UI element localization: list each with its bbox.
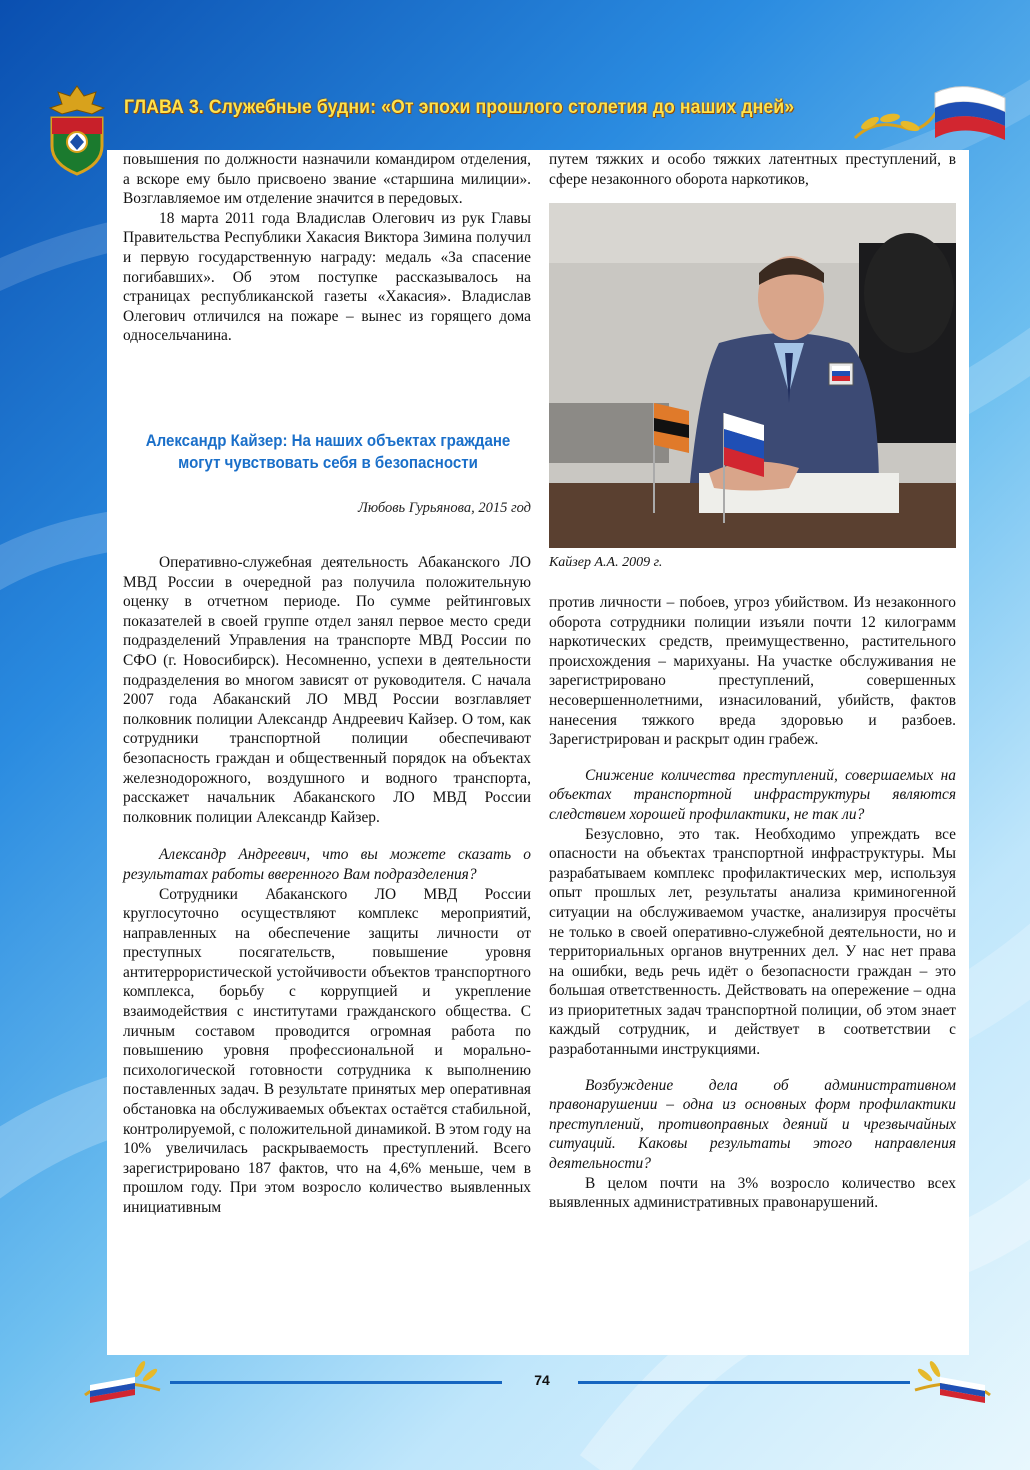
left-column-top-text xyxy=(123,150,531,346)
paragraph: В целом почти на 3% возросло количество всех выявленных административных правонарушений. xyxy=(549,1174,956,1212)
page-number: 74 xyxy=(534,1372,550,1388)
left-column-main-text xyxy=(123,553,531,1218)
right-column-main-text xyxy=(549,593,956,1213)
paragraph: против личности – побоев, угроз убийством. Из незаконного оборота сотрудники полиции изъяли почти 12 килограмм наркотических средств, преимущественно, растительного происхождения – марихуаны. На участке обслуживания не зарегистрировано преступлений, совершенных несовершеннолетними, изнасилований, убийств, фактов нанесения тяжкого вреда здоровью и разбоев. Зарегистрирован и раскрыт один грабеж. xyxy=(549,594,956,749)
right-column-top-text xyxy=(549,150,956,189)
chapter-title: ГЛАВА 3. Служебные будни: «От эпохи прошлого столетия до наших дней» xyxy=(124,97,795,118)
paragraph: Безусловно, это так. Необходимо упреждать все опасности на объектах транспортной инфраструктуры. Мы разрабатываем комплекс профилактических мер, используя опыт прошлых лет, результаты анализа криминогенной ситуации на обслуживаемом участке, анализируя просчёты не только в своей оперативно-служебной деятельности, но и территориальных органов внутренних дел. У нас нет права на ошибки, ведь речь идёт о безопасности граждан – это большая ответственность. Действовать на опережение – одна из приоритетных задач транспортной полиции, об этом знает каждый сотрудник, и действует в соответствии с разработанными инструкциями. xyxy=(549,825,956,1059)
russian-flag-ribbon-icon xyxy=(835,78,1010,153)
paragraph: повышения по должности назначили командиром отделения, а вскоре ему было присвоено звание «старшина милиции». Возглавляемое им отделение значится в передовых. xyxy=(123,151,531,208)
officer-portrait-photo xyxy=(549,203,956,548)
paragraph: Оперативно-служебная деятельность Абаканского ЛО МВД России в очередной раз получила положительную оценку в отчетном периоде. По сумме рейтинговых показателей в своей группе отдел занял первое место среди подразделений Управления на транспорте МВД России по СФО (г. Новосибирск). Несомненно, успехи в деятельности подразделения во многом зависят от руководителя. С начала 2007 года Абаканский ЛО МВД России возглавляет полковник полиции Александр Андреевич Кайзер. О том, как сотрудники транспортной полиции обеспечивают безопасность граждан и общественный порядок на объектах железнодорожного, воздушного и водного транспорта, расскажет начальник Абаканского ЛО МВД России полковник полиции Александр Кайзер. xyxy=(123,554,531,826)
paragraph: путем тяжких и особо тяжких латентных преступлений, в сфере незаконного оборота наркотиков, xyxy=(549,151,956,188)
footer-rule-left xyxy=(170,1381,502,1384)
paragraph: Сотрудники Абаканского ЛО МВД России круглосуточно осуществляют комплекс мероприятий, направленных на обеспечение защиты личности от преступных посягательств, повышение уровня антитеррористической устойчивости объектов транспортного комплекса, борьбу с коррупцией и укрепление взаимодействия с институтами гражданского общества. С личным составом проводится огромная работа по повышению уровня профессиональной и морально-психологической готовности сотрудника к выполнению поставленных задач. В результате принятых мер оперативная обстановка на обслуживаемых объектах остаётся стабильной, контролируемой, с положительной динамикой. В этом году на 10% увеличилась раскрываемость преступлений. Всего зарегистрировано 187 фактов, что на 4,6% меньше, чем в прошлом году. При этом возросло количество выявленных инициативным xyxy=(123,885,531,1216)
police-emblem-icon xyxy=(40,84,114,176)
interview-question: Александр Андреевич, что вы можете сказать о результатах работы вверенного Вам подразделения? xyxy=(123,846,531,883)
interview-question: Возбуждение дела об административном правонарушении – одна из основных форм профилактики преступлений, противоправных деяний и чрезвычайных ситуаций. Каковы результаты этого направления деятельности? xyxy=(549,1076,956,1173)
footer-laurel-left-icon xyxy=(80,1355,170,1405)
footer-laurel-right-icon xyxy=(905,1355,995,1405)
paragraph: 18 марта 2011 года Владислав Олегович из рук Главы Правительства Республики Хакасия Виктора Зимина получил и первую государственную награду: медаль «За спасение погибавших». Об этом поступке рассказывалось на страницах республиканской газеты «Хакасия». Владислав Олегович отличился на пожаре – вынес из горящего дома односельчанина. xyxy=(123,209,531,345)
article-byline: Любовь Гурьянова, 2015 год xyxy=(358,500,531,516)
footer-rule-right xyxy=(578,1381,910,1384)
photo-caption: Кайзер А.А. 2009 г. xyxy=(549,555,663,570)
interview-question: Снижение количества преступлений, совершаемых на объектах транспортной инфраструктуры являются следствием хорошей профилактики, не так ли? xyxy=(549,766,956,823)
article-heading: Александр Кайзер: На наших объектах граждане могут чувствовать себя в безопасности xyxy=(145,432,511,472)
